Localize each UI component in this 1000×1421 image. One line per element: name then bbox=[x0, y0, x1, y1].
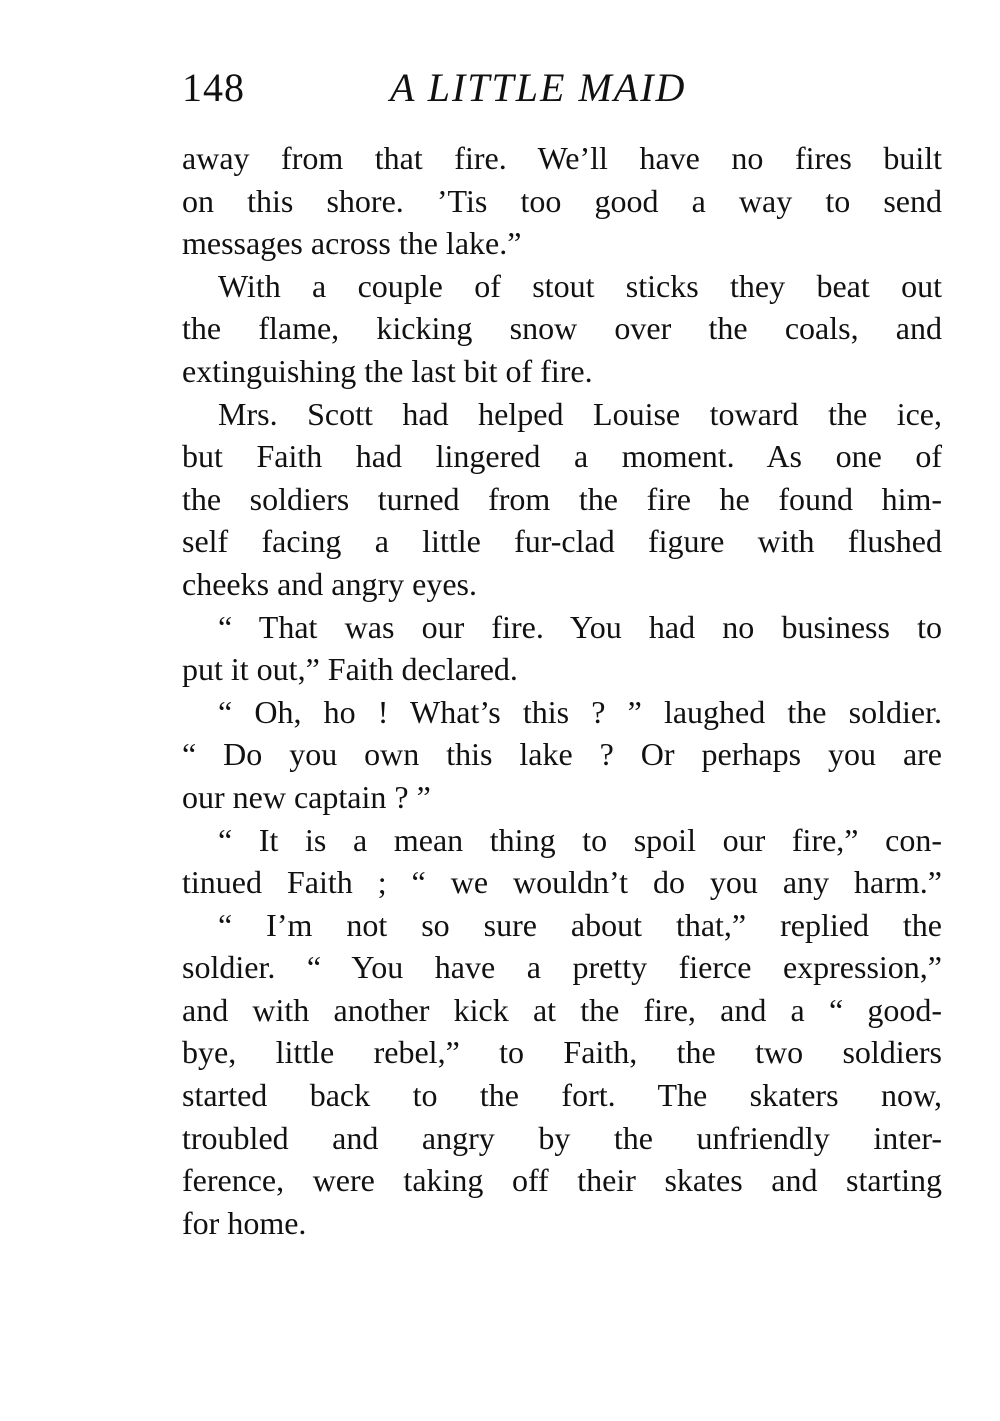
text-line: bye, little rebel,” to Faith, the two soldiers bbox=[182, 1034, 942, 1071]
text-line: soldier. “ You have a pretty fierce expression,” bbox=[182, 949, 942, 986]
text-line: put it out,” Faith declared. bbox=[182, 651, 518, 688]
text-line: and with another kick at the fire, and a “ good- bbox=[182, 991, 942, 1028]
text-line: for home. bbox=[182, 1204, 307, 1241]
text-line: “ I’m not so sure about that,” replied the bbox=[218, 906, 942, 943]
page-header bbox=[182, 64, 942, 120]
page-number: 148 bbox=[182, 65, 245, 110]
text-line: troubled and angry by the unfriendly inter- bbox=[182, 1119, 942, 1156]
text-line: the flame, kicking snow over the coals, and bbox=[182, 310, 942, 347]
text-line: started back to the fort. The skaters now, bbox=[182, 1077, 942, 1114]
text-line: away from that fire. We’ll have no fires built bbox=[182, 140, 942, 176]
text-line: messages across the lake.” bbox=[182, 225, 522, 262]
text-line: extinguishing the last bit of fire. bbox=[182, 352, 593, 389]
text-line: on this shore. ’Tis too good a way to send bbox=[182, 182, 942, 219]
body-text bbox=[182, 137, 942, 1244]
text-line: “ That was our fire. You had no business to bbox=[218, 608, 942, 645]
text-line: self facing a little fur-clad figure with flushed bbox=[182, 523, 942, 560]
text-line: “ Do you own this lake ? Or perhaps you are bbox=[182, 736, 942, 773]
text-line: “ Oh, ho ! What’s this ? ” laughed the soldier. bbox=[218, 693, 942, 730]
running-head: A LITTLE MAID bbox=[390, 65, 687, 110]
text-line: With a couple of stout sticks they beat out bbox=[218, 267, 942, 304]
text-line: tinued Faith ; “ we wouldn’t do you any harm.” bbox=[182, 864, 942, 901]
text-line: but Faith had lingered a moment. As one of bbox=[182, 438, 942, 475]
text-line: the soldiers turned from the fire he found him- bbox=[182, 480, 942, 517]
text-line: cheeks and angry eyes. bbox=[182, 565, 477, 602]
text-line: Mrs. Scott had helped Louise toward the ice, bbox=[218, 395, 942, 432]
text-line: our new captain ? ” bbox=[182, 778, 431, 815]
text-line: “ It is a mean thing to spoil our fire,” con- bbox=[218, 821, 942, 858]
text-line: ference, were taking off their skates and starting bbox=[182, 1162, 942, 1199]
